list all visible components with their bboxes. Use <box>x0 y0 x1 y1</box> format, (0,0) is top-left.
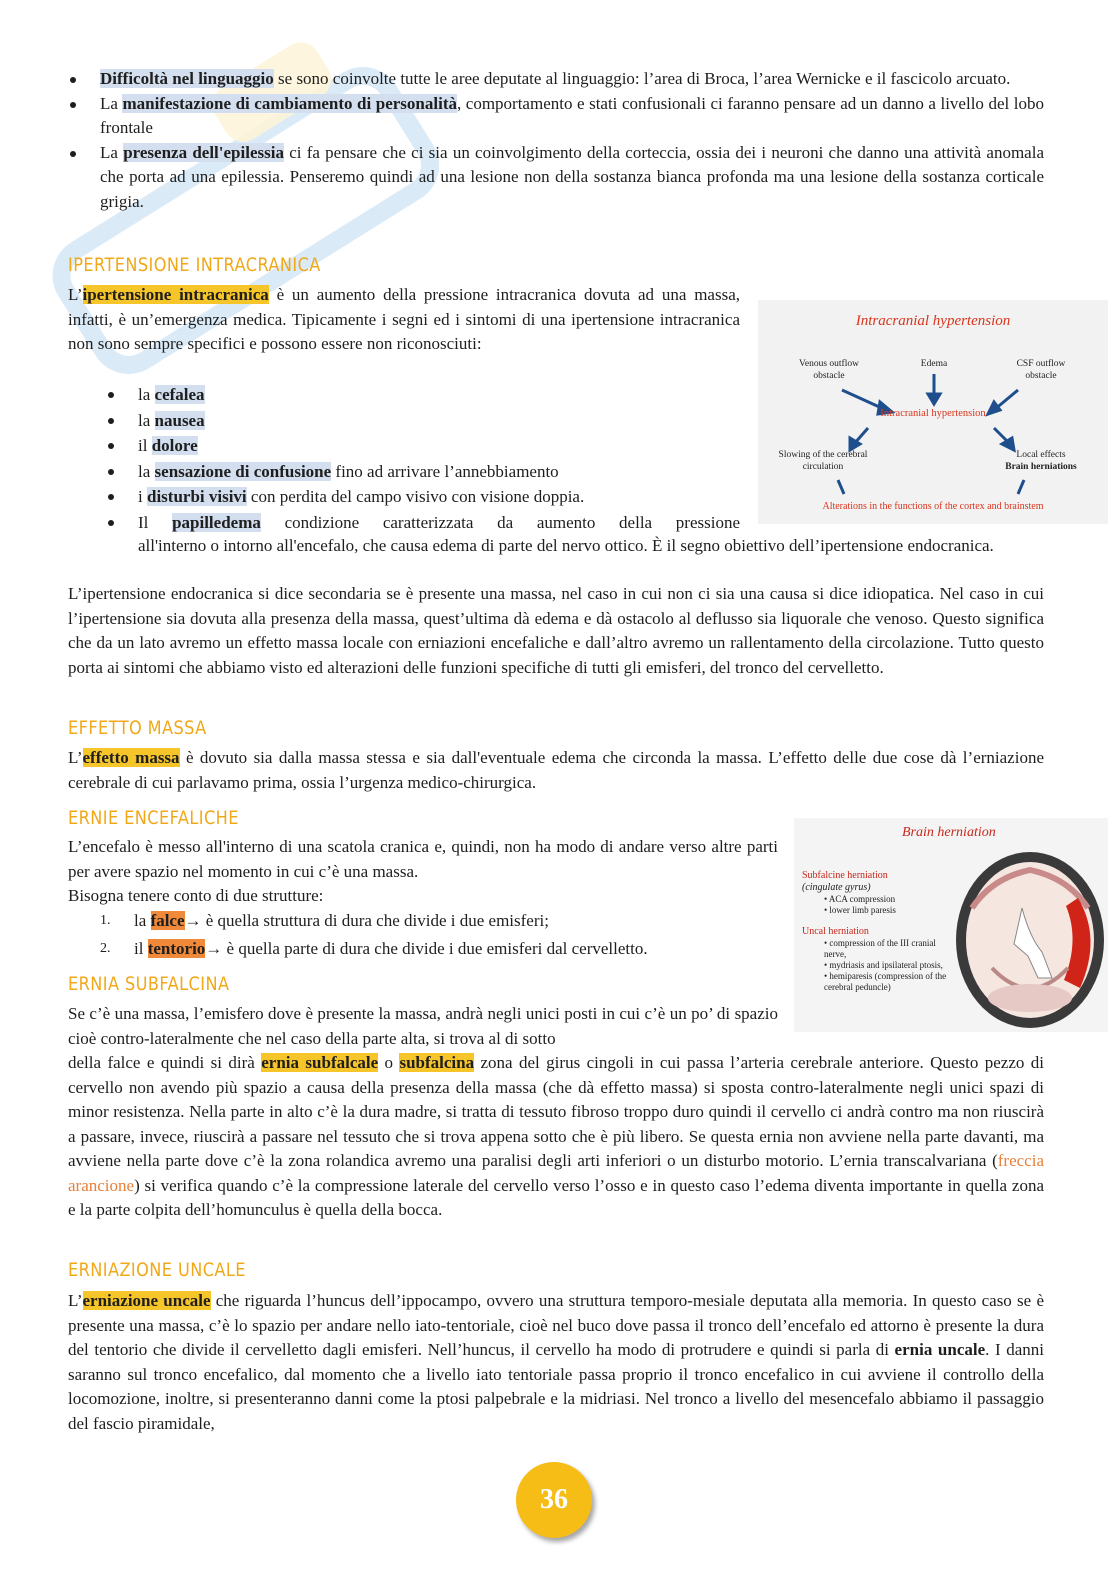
list-item: La manifestazione di cambiamento di personalità, comportamento e stati confusionali ci faranno pensare ad un danno a livello del lobo frontale <box>68 92 1044 141</box>
brain-section-icon <box>952 848 1108 1032</box>
list-item: 1. la falce→ è quella struttura di dura che divide i due emisferi; <box>100 911 549 930</box>
s4-para-start: Se c’è una massa, l’emisfero dove è presente la massa, andrà negli unici posti in cui c’è un po’ di spazio cioè contro-lateralmente che nel caso della parte alta, si trova al di sotto <box>68 1004 778 1048</box>
list-item: la nausea <box>106 408 740 434</box>
brain-herniation-figure <box>794 818 1108 1032</box>
label-center: Intracranial hypertension <box>880 408 986 419</box>
section-heading-ipertensione: IPERTENSIONE INTRACRANICA <box>68 254 321 276</box>
list-item: 2. il tentorio→ è quella parte di dura che divide i due emisferi dal cervelletto. <box>100 939 648 958</box>
label-bottom: Alterations in the functions of the cortex and brainstem <box>822 501 1044 512</box>
list-item: Difficoltà nel linguaggio se sono coinvolte tutte le aree deputate al linguaggio: l’area di Broca, l’area Wernicke e il fascicolo arcuato. <box>68 67 1044 92</box>
s1-paragraph: L’ipertensione endocranica si dice secondaria se è presente una massa, nel caso in cui non ci sia una causa si dice idiopatica. Nel caso in cui l’ipertensione sia dovuta alla presenza della massa, quest’ultima dà edema e dà ostacolo al deflusso sia liquorale che venoso. Questo significa che da un lato avremo un effetto massa locale con erniazioni encefaliche e dall’altro avremo un rallentamento della circolazione. Tutto questo porta ai sintomi che abbiamo visto ed alterazioni delle funzioni specifiche di tutti gli emisferi, del tronco del cervelletto. <box>68 584 1044 677</box>
label-slowing: Slowing of the cerebral circulation <box>778 450 868 472</box>
label-csf: CSF outflow obstacle <box>1016 359 1066 381</box>
section-heading-ernie-encefaliche: ERNIE ENCEFALICHE <box>68 807 239 829</box>
symptoms-list <box>106 382 740 535</box>
list-item: il dolore <box>106 433 740 459</box>
structures-list <box>68 909 788 965</box>
list-item: Il papilledema condizione caratterizzata da aumento della pressione <box>106 510 740 536</box>
list-item: la sensazione di confusione fino ad arrivare l’annebbiamento <box>106 459 740 485</box>
papilledema-continuation: all'interno o intorno all'encefalo, che causa edema di parte del nervo ottico. È il segno obiettivo dell’ipertensione endocranica. <box>138 536 994 555</box>
top-bullets <box>68 67 1044 214</box>
s2-paragraph: L’effetto massa è dovuto sia dalla massa stessa e sia dall'eventuale edema che circonda la massa. L’effetto delle due cose dà l’erniazione cerebrale di cui parlavamo prima, ossia l’urgenza medico-chirurgica. <box>68 748 1044 792</box>
page-number: 36 <box>516 1462 592 1538</box>
list-item: la cefalea <box>106 382 740 408</box>
arrow-icon: → <box>205 939 223 958</box>
section-heading-ernia-subfalcina: ERNIA SUBFALCINA <box>68 973 230 995</box>
herniation-notes: Subfalcine herniation (cingulate gyrus) • ACA compression • lower limb paresis Uncal herniation • compression of the III cranial nerve, • mydriasis and ipsilateral ptosis, • hemiparesis (compression of the cerebral peduncle) <box>802 870 947 992</box>
intracranial-hypertension-figure <box>758 300 1108 524</box>
arrow-icon: → <box>184 911 202 930</box>
s1-intro: L’ipertensione intracranica è un aumento della pressione intracranica dovuta ad una massa, infatti, è un’emergenza medica. Tipicamente i segni ed i sintomi di una ipertensione intracranica non sono sempre specifici e possono essere non riconosciuti: <box>68 285 741 353</box>
figure-title: Brain herniation <box>902 825 996 840</box>
s4-para-rest: della falce e quindi si dirà ernia subfalcale o subfalcina zona del girus cingoli in cui passa l’arteria cerebrale anteriore. Questo pezzo di cervello non avendo più spazio a causa della presenza della massa (che dà effetto massa) si sposta contro-lateralmente negli unici spazi di minor resistenza. Nella parte in alto c’è la dura madre, si tratta di tessuto fibroso troppo duro quindi il cervello ci andrà contro ma non riuscirà a passare, invece, riuscirà a passare nel tessuto che si trova appena sotto che è più libero. Se questa ernia non avviene nella parte davanti, ma avviene nella parte dove c’è la zona rolandica avremo una paralisi degli arti inferiori o un disturbo motorio. L’ernia transcalvariana (freccia arancione) si verifica quando c’è la compressione laterale del cervello verso l’osso e in questo caso l’edema diventa importante in quella zona e la parte colpita dell’homunculus è quella della bocca. <box>68 1053 1044 1219</box>
s3-line2: Bisogna tenere conto di due strutture: <box>68 886 324 905</box>
s5-paragraph: L’erniazione uncale che riguarda l’huncus dell’ippocampo, ovvero una struttura temporo-mesiale deputata alla memoria. In questo caso se è presente una massa, c’è lo spazio per andare nello iato-tentoriale, cioè nel buco dove passa il tronco dell’encefalo ed attorno è presente la dura del tentorio che divide il cervelletto dagli emisferi. Nell’huncus, il cervello ha modo di protrudere e quindi si parla di ernia uncale. I danni saranno sul tronco encefalico, dal momento che a livello iato tentoriale passa proprio il tronco encefalico in cui avviene il controllo della locomozione, inoltre, si presenteranno danni come la ptosi palpebrale e la midriasi. Nel tronco a livello del mesencefalo abbiamo il passaggio del fascio piramidale, <box>68 1291 1045 1433</box>
s3-paragraph: L’encefalo è messo all'interno di una scatola cranica e, quindi, non ha modo di andare verso altre parti per avere spazio nel momento in cui c’è una massa. <box>68 837 778 881</box>
list-item: i disturbi visivi con perdita del campo visivo con visione doppia. <box>106 484 740 510</box>
list-item: La presenza dell'epilessia ci fa pensare che ci sia un coinvolgimento della corteccia, ossia dei i neuroni che danno una attività anomala che porta ad una epilessia. Penseremo quindi ad una lesione non della sostanza bianca profonda ma una lesione della sostanza corticale grigia. <box>68 141 1044 215</box>
label-local: Local effects Brain herniations <box>1005 450 1077 472</box>
label-edema: Edema <box>920 359 948 369</box>
section-heading-erniazione-uncale: ERNIAZIONE UNCALE <box>68 1259 246 1281</box>
label-venous: Venous outflow obstacle <box>799 359 859 381</box>
figure-title: Intracranial hypertension <box>855 313 1011 329</box>
section-heading-effetto-massa: EFFETTO MASSA <box>68 717 207 739</box>
